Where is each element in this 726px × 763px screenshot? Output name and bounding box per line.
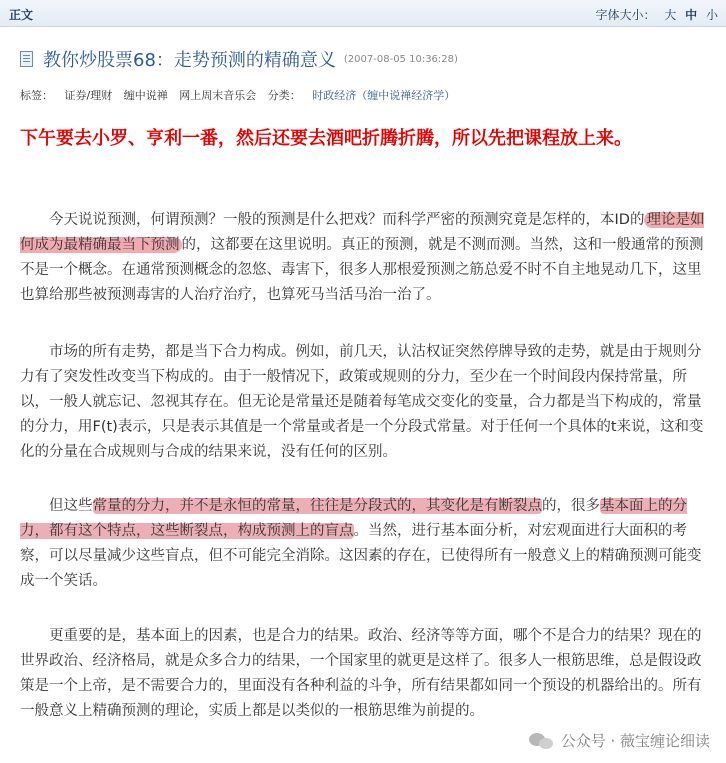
body-label: 正文 [9,8,34,22]
article-date: (2007-08-05 10:36:28) [343,53,458,65]
article-title: 教你炒股票68：走势预测的精确意义 [43,50,336,71]
p3-text-c: 。当然，进行基本面分析，对宏观面进行大面积的考察，可以尽量减少这些盲点，但不可能完全消除。这因素的存在，已使得所有一般意义上的精确预测可能变成一个笑话。 [20,523,702,589]
p3-highlight-2: 基本面上的分力，都有这个特点，这些断裂点，构成预测上的盲点 [20,498,687,539]
tags-row [20,87,463,103]
font-size-label: 字体大小： [595,8,656,22]
tag-link[interactable]: 网上周末音乐会 [179,89,257,102]
paragraph-1 [20,208,712,308]
paragraph-4: 更重要的是，基本面上的因素，也是合力的结果。政治、经济等等方面，哪个不是合力的结果？现在的世界政治、经济格局，就是众多合力的结果，一个国家里的就更是这样了。很多人一根筋思维，总是假设政策是一个上帝，是不需要合力的，里面没有各种利益的斗争，所有结果都如同一个预设的机器给出的。所有一般意义上精确预测的理论，实质上都是以类似的一根筋思维为前提的。 [20,628,702,719]
font-size-control [595,6,718,23]
p3-text-a: 但这些 [49,498,93,514]
p1-text-b: 的，这都要在这里说明。真正的预测，就是不测而测。当然，这和一般通常的预测不是一个概念。在通常预测概念的忽悠、毒害下，很多人那根爱预测之筋总爱不时不自主地晃动几下，这里也算给那些被预测毒害的人治疗治疗，也算死马当活马治一治了。 [20,237,704,303]
category-label: 分类： [267,89,301,102]
p3-highlight-1: 常量的分力，并不是永恒的常量，往往是分段式的，其变化是有断裂点 [92,498,542,514]
watermark [529,730,710,752]
wechat-icon [529,731,555,751]
p1-highlight: 理论是如何成为最精确最当下预测 [20,212,705,253]
tags-label: 标签： [20,89,53,102]
red-headline: 下午要去小罗、亨利一番，然后还要去酒吧折腾折腾，所以先把课程放上来。 [20,128,632,149]
article-title-row [20,46,458,72]
top-toolbar [0,0,726,27]
font-size-large-link[interactable]: 大 [664,8,677,22]
watermark-text: 公众号 · 薇宝缠论细读 [560,731,710,750]
p1-text-a: 今天说说预测，何谓预测？一般的预测是什么把戏？而科学严密的预测究竟是怎样的，本ID的 [49,212,645,228]
paragraph-2: 市场的所有走势，都是当下合力构成。例如，前几天，认沽权证突然停牌导致的走势，就是由于规则分力有了突发性改变当下构成的。由于一般情况下，政策或规则的分力，至少在一个时间段内保持常量，所以，一般人就忘记、忽视其存在。但无论是常量还是随着每笔成交变化的变量，合力都是当下构成的，常量的分力，用F(t)表示，只是表示其值是一个常量或者是一个分段式常量。对于任何一个具体的t来说，这和变化的分量在合成规则与合成的结果来说，没有任何的区别。 [20,344,704,460]
font-size-small-link[interactable]: 小 [705,8,718,22]
category-link[interactable]: 时政经济（缠中说禅经济学） [312,89,456,102]
p3-text-b: 的，很多 [542,498,600,514]
font-size-medium-link[interactable]: 中 [685,8,698,22]
tag-link[interactable]: 证券/理财 [64,89,113,102]
document-icon [20,51,33,67]
paragraph-3 [20,494,712,594]
tag-link[interactable]: 缠中说禅 [123,89,168,102]
